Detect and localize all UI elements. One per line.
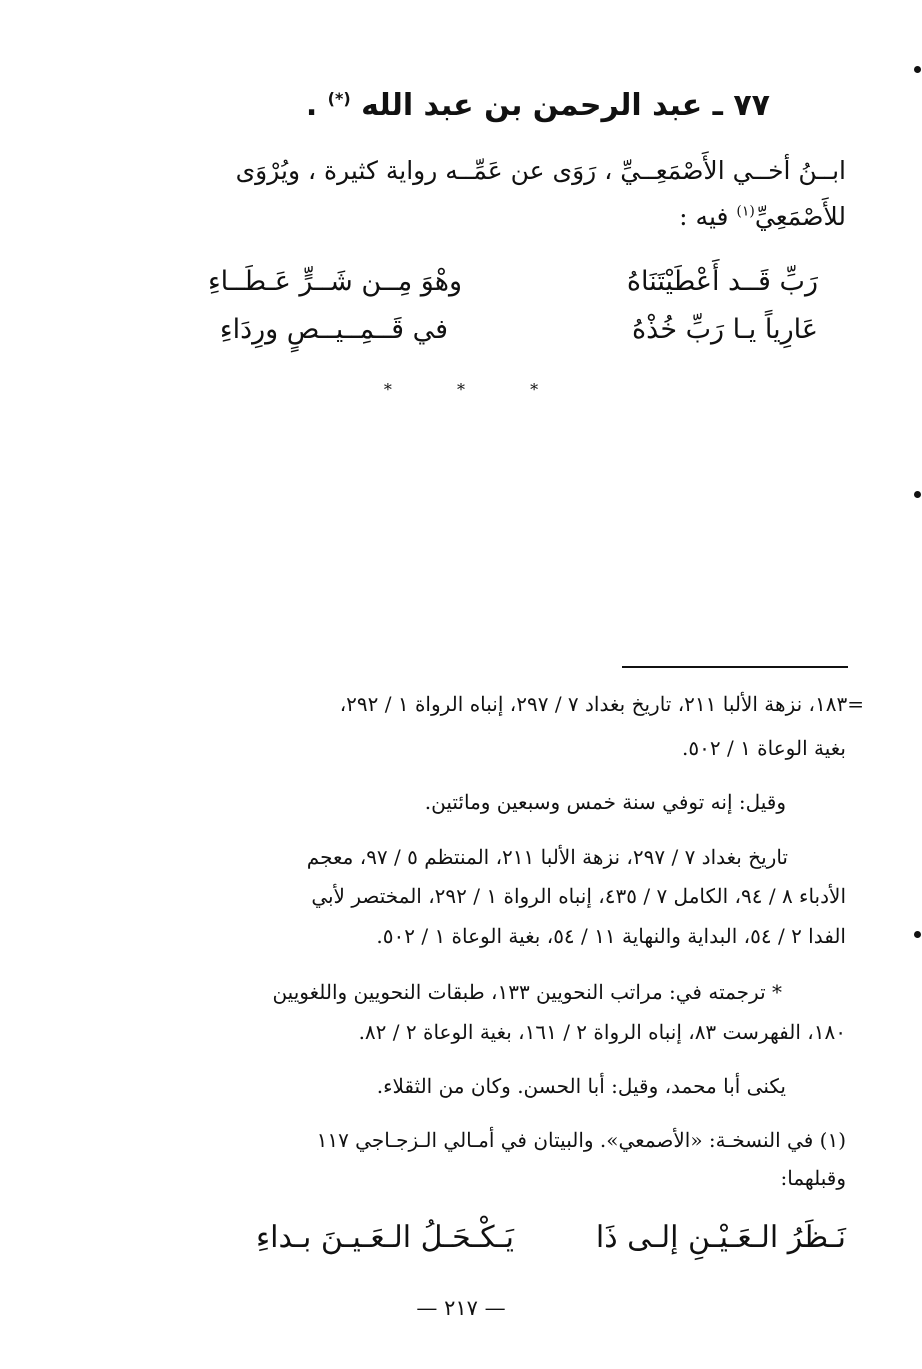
footnote-bio-line-1: * ترجمته في: مراتب النحويين ١٣٣، طبقات النحويين واللغويين [272,980,782,1004]
entry-number-title: ٧٧ ـ عبد الرحمن بن عبد الله [361,88,770,123]
entry-star-mark: (*) [327,89,351,108]
footnote-sources-line-1: تاريخ بغداد ٧ / ٢٩٧، نزهة الألبا ٢١١، المنتظم ٥ / ٩٧، معجم [306,845,788,869]
bio-line-1: ابــنُ أخــي الأَصْمَعِــيِّ ، رَوَى عن عَمِّــه رواية كثيرة ، ويُرْوَى [235,156,846,185]
bio-asmai: للأَصْمَعِيِّ [754,202,846,231]
footnote-rule [622,666,848,668]
footnote-verse-second-hemistich: يَـكْـحَـلُ الـعَـيـنَ بـداءِ [256,1220,514,1255]
footnote-sources-line-3: الفدا ٢ / ٥٤، البداية والنهاية ١١ / ٥٤، بغية الوعاة ١ / ٥٠٢. [376,924,846,948]
separator-star: * [457,380,465,399]
footnote-1-line-1: (١) في النسخـة: «الأصمعي». والبيتان في أمـالي الـزجـاجي ١١٧ [316,1128,846,1152]
footnote-ref-1: (١) [736,203,755,220]
verse2-second-hemistich: في قَــمِــيــصٍ ورِدَاءِ [219,314,448,345]
verse1-first-hemistich: رَبِّ قَــد أَعْطَيْتَنَاهُ [626,266,818,297]
separator-star: * [383,380,392,399]
footnote-bio-line-2: ١٨٠، الفهرست ٨٣، إنباه الرواة ٢ / ١٦١، بغية الوعاة ٢ / ٨٢. [358,1020,846,1044]
footnote-kunya: يكنى أبا محمد، وقيل: أبا الحسن. وكان من الثقلاء. [376,1074,786,1098]
separator-star: * [530,380,539,399]
footnote-cont-line-2: بغية الوعاة ١ / ٥٠٢. [682,736,846,760]
section-separator [0,380,922,399]
footnote-1-line-2: وقبلهما: [780,1166,846,1190]
verse2-first-hemistich: عَارِياً يـا رَبِّ خُذْهُ [632,314,818,345]
entry-end-dot: . [305,88,318,123]
verse1-second-hemistich: وهْوَ مِــن شَــرٍّ عَـطَــاءِ [207,266,462,297]
page-number: — ٢١٧ — [416,1296,506,1320]
margin-dot [914,491,921,498]
footnote-sources-line-2: الأدباء ٨ / ٩٤، الكامل ٧ / ٤٣٥، إنباه الرواة ١ / ٢٩٢، المختصر لأبي [311,884,846,908]
margin-dot [914,66,921,73]
footnote-cont-line-1: =١٨٣، نزهة الألبا ٢١١، تاريخ بغداد ٧ / ٢٩٧، إنباه الرواة ١ / ٢٩٢، [339,692,864,716]
footnote-died-note: وقيل: إنه توفي سنة خمس وسبعين ومائتين. [424,790,786,814]
bio-fihi: فيه : [679,202,729,231]
bio-line-2 [679,202,846,231]
footnote-verse-first-hemistich: نَـظَرُ الـعَـيْـنِ إلـى ذَا [595,1220,846,1255]
margin-dot [914,931,921,938]
entry-title [306,88,770,123]
